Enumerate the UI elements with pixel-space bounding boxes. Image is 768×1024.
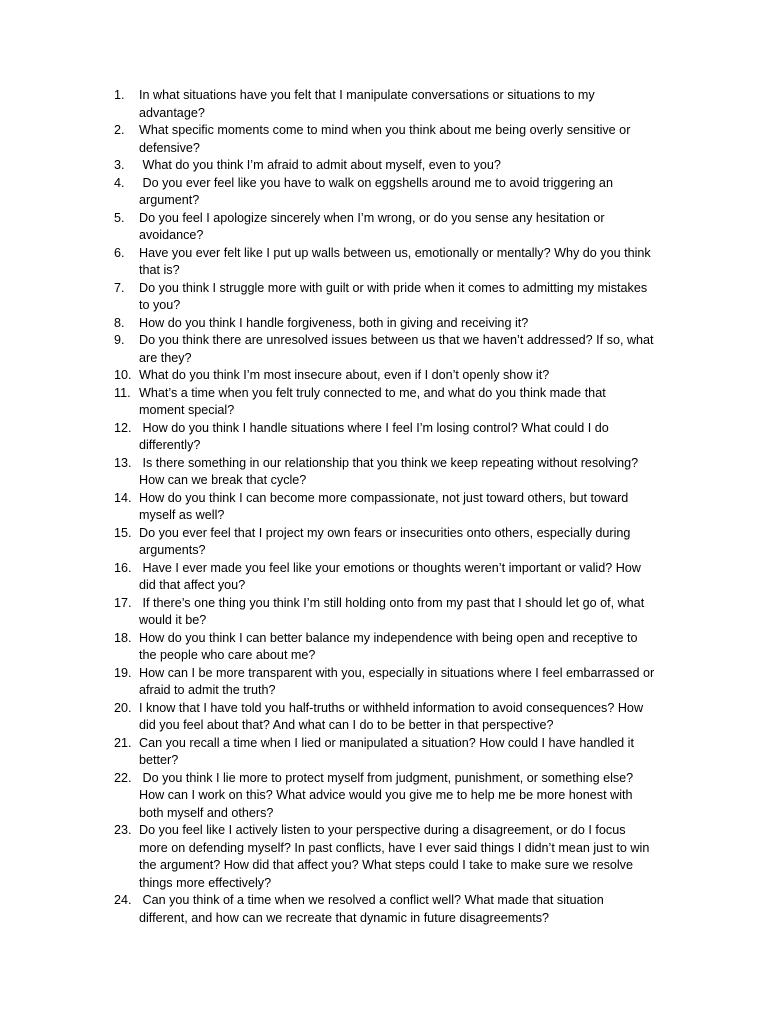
question-item <box>114 280 684 315</box>
question-number: 18. <box>114 630 132 645</box>
question-number: 22. <box>114 770 132 785</box>
question-item <box>114 245 684 280</box>
question-list <box>114 87 684 927</box>
question-number: 21. <box>114 735 132 750</box>
question-text: Do you think I struggle more with guilt or with pride when it comes to admitting my mistakes to you? <box>139 280 648 312</box>
question-text: How do you think I can better balance my independence with being open and receptive to the people who care about me? <box>139 630 638 662</box>
question-item <box>114 595 684 630</box>
question-text: I know that I have told you half-truths or withheld information to avoid consequences? How did you feel about that? And what can I do to be better in that perspective? <box>139 700 644 732</box>
question-number: 10. <box>114 368 132 382</box>
question-text: What specific moments come to mind when you think about me being overly sensitive or defensive? <box>139 123 631 155</box>
question-item <box>114 332 684 367</box>
question-item <box>114 420 684 455</box>
question-item <box>114 157 684 175</box>
question-text: If there’s one thing you think I’m still holding onto from my past that I should let go of, what would it be? <box>139 595 645 627</box>
question-number: 19. <box>114 665 132 680</box>
question-number: 5. <box>114 210 125 225</box>
question-number: 15. <box>114 525 132 540</box>
question-text: What do you think I’m afraid to admit about myself, even to you? <box>139 158 501 172</box>
question-item <box>114 665 684 700</box>
question-number: 13. <box>114 455 132 470</box>
question-text: What do you think I’m most insecure about, even if I don’t openly show it? <box>139 368 550 382</box>
question-number: 23. <box>114 823 132 837</box>
question-item <box>114 630 684 665</box>
question-number: 3. <box>114 158 125 172</box>
question-item <box>114 122 684 157</box>
question-number: 20. <box>114 700 132 715</box>
question-item <box>114 455 684 490</box>
question-number: 12. <box>114 420 132 435</box>
question-number: 1. <box>114 88 125 102</box>
question-text: How can I be more transparent with you, especially in situations where I feel embarrassed or afraid to admit the truth? <box>139 665 655 697</box>
question-item <box>114 770 684 823</box>
question-item <box>114 560 684 595</box>
question-item <box>114 367 684 385</box>
question-number: 9. <box>114 333 125 347</box>
question-text: What’s a time when you felt truly connected to me, and what do you think made that moment special? <box>139 385 606 417</box>
question-text: Do you ever feel that I project my own fears or insecurities onto others, especially during arguments? <box>139 525 631 557</box>
question-text: Have you ever felt like I put up walls between us, emotionally or mentally? Why do you think that is? <box>139 245 651 277</box>
question-text: Do you feel I apologize sincerely when I’m wrong, or do you sense any hesitation or avoidance? <box>139 210 605 242</box>
question-number: 17. <box>114 595 132 610</box>
question-number: 14. <box>114 490 132 505</box>
question-item <box>114 735 684 770</box>
question-number: 2. <box>114 123 125 137</box>
question-number: 7. <box>114 280 125 295</box>
question-number: 24. <box>114 893 132 907</box>
question-text: Can you recall a time when I lied or manipulated a situation? How could I have handled it better? <box>139 735 634 767</box>
question-item <box>114 210 684 245</box>
question-text: Do you think there are unresolved issues between us that we haven’t addressed? If so, what are they? <box>139 333 654 365</box>
question-number: 16. <box>114 560 132 575</box>
question-item <box>114 892 684 927</box>
question-item <box>114 385 684 420</box>
question-text: In what situations have you felt that I manipulate conversations or situations to my advantage? <box>139 88 595 120</box>
question-item <box>114 490 684 525</box>
question-item <box>114 87 684 122</box>
question-text: Have I ever made you feel like your emotions or thoughts weren’t important or valid? How did that affect you? <box>139 560 641 592</box>
question-text: Do you think I lie more to protect myself from judgment, punishment, or something else? How can I work on this? What advice would you give me to help me be more honest with both myself and others? <box>139 770 634 820</box>
question-number: 11. <box>114 385 131 400</box>
question-text: How do you think I handle situations where I feel I’m losing control? What could I do differently? <box>139 420 609 452</box>
question-item <box>114 175 684 210</box>
question-text: Do you feel like I actively listen to your perspective during a disagreement, or do I focus more on defending myself? In past conflicts, have I ever said things I didn’t mean just to win the argument? How did that affect you? What steps could I take to make sure we resolve things more effectively? <box>139 823 650 890</box>
question-number: 6. <box>114 245 125 260</box>
question-text: How do you think I can become more compassionate, not just toward others, but toward myself as well? <box>139 490 629 522</box>
question-item <box>114 822 684 892</box>
question-item <box>114 700 684 735</box>
question-text: Do you ever feel like you have to walk on eggshells around me to avoid triggering an argument? <box>139 175 613 207</box>
question-text: Can you think of a time when we resolved a conflict well? What made that situation different, and how can we recreate that dynamic in future disagreements? <box>139 893 604 925</box>
question-number: 4. <box>114 175 125 190</box>
question-item <box>114 525 684 560</box>
question-item <box>114 315 684 333</box>
question-text: How do you think I handle forgiveness, both in giving and receiving it? <box>139 315 529 330</box>
question-text: Is there something in our relationship that you think we keep repeating without resolving? How can we break that cycle? <box>139 455 639 487</box>
question-number: 8. <box>114 315 125 330</box>
